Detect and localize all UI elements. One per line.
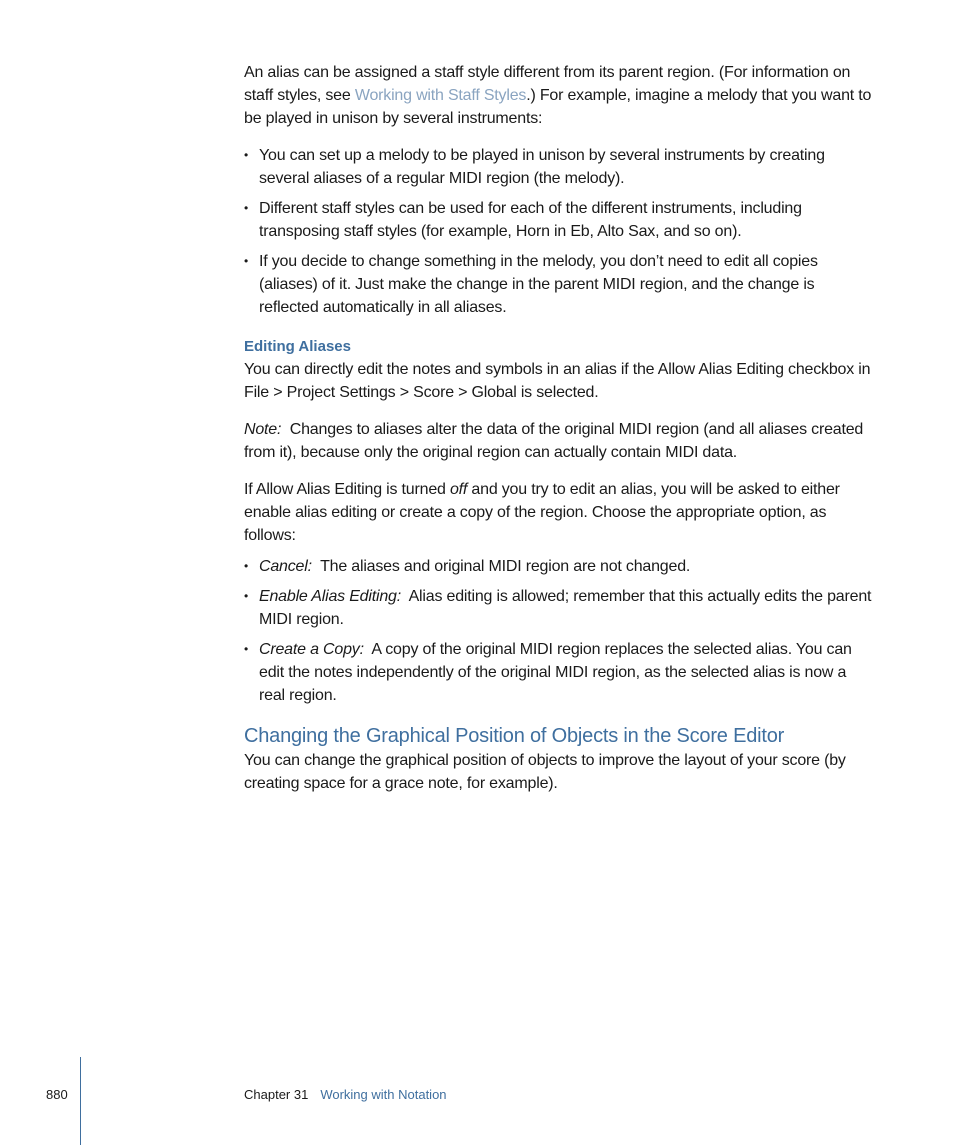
intro-paragraph: An alias can be assigned a staff style different from its parent region. (For information on staff styles, see Working with Staff Styles.) For example, imagine a melody that you want to be played in unison by several instruments:	[244, 64, 872, 127]
list-item: • You can set up a melody to be played in unison by several instruments by creating several aliases of a regular MIDI region (the melody).	[244, 144, 876, 190]
section-heading: Changing the Graphical Position of Objects in the Score Editor	[244, 725, 785, 747]
note-paragraph: Note: Changes to aliases alter the data of the original MIDI region (and all aliases created from it), because only the original region can actually contain MIDI data.	[244, 421, 864, 461]
page-content	[244, 61, 876, 809]
chapter-label: Chapter 31	[244, 1087, 309, 1102]
list-item: • Create a Copy: A copy of the original MIDI region replaces the selected alias. You can edit the notes independently of the original MIDI region, as the selected alias is now a real region.	[244, 638, 876, 707]
alias-off-paragraph: If Allow Alias Editing is turned off and you try to edit an alias, you will be asked to either enable alias editing or create a copy of the region. Choose the appropriate option, as follows:	[244, 481, 840, 544]
list-item: • If you decide to change something in the melody, you don’t need to edit all copies (aliases) of it. Just make the change in the parent MIDI region, and the change is reflected automatically in all aliases.	[244, 250, 876, 319]
chapter-title-link[interactable]: Working with Notation	[320, 1087, 447, 1102]
bullet-icon: •	[244, 201, 249, 215]
list-item: • Different staff styles can be used for each of the different instruments, including transposing staff styles (for example, Horn in Eb, Alto Sax, and so on).	[244, 197, 876, 243]
note-label: Note:	[244, 421, 282, 438]
list-item: • Enable Alias Editing: Alias editing is allowed; remember that this actually edits the parent MIDI region.	[244, 585, 876, 631]
page-number: 880	[46, 1087, 68, 1102]
section-body: You can change the graphical position of objects to improve the layout of your score (by creating space for a grace note, for example).	[244, 752, 846, 792]
bullet-icon: •	[244, 254, 249, 268]
footer-divider	[80, 1057, 81, 1145]
options-bullet-list	[244, 555, 876, 707]
bullet-icon: •	[244, 148, 249, 162]
bullet-icon: •	[244, 559, 249, 573]
bullet-icon: •	[244, 589, 249, 603]
staff-styles-link[interactable]: Working with Staff Styles	[354, 87, 527, 104]
editing-aliases-heading: Editing Aliases	[244, 338, 351, 355]
list-item: • Cancel: The aliases and original MIDI region are not changed.	[244, 555, 876, 578]
bullet-icon: •	[244, 642, 249, 656]
unison-bullet-list	[244, 144, 876, 319]
editing-aliases-body: You can directly edit the notes and symbols in an alias if the Allow Alias Editing checkbox in File > Project Settings > Score > Global is selected.	[244, 361, 871, 401]
chapter-footer	[244, 1087, 447, 1102]
